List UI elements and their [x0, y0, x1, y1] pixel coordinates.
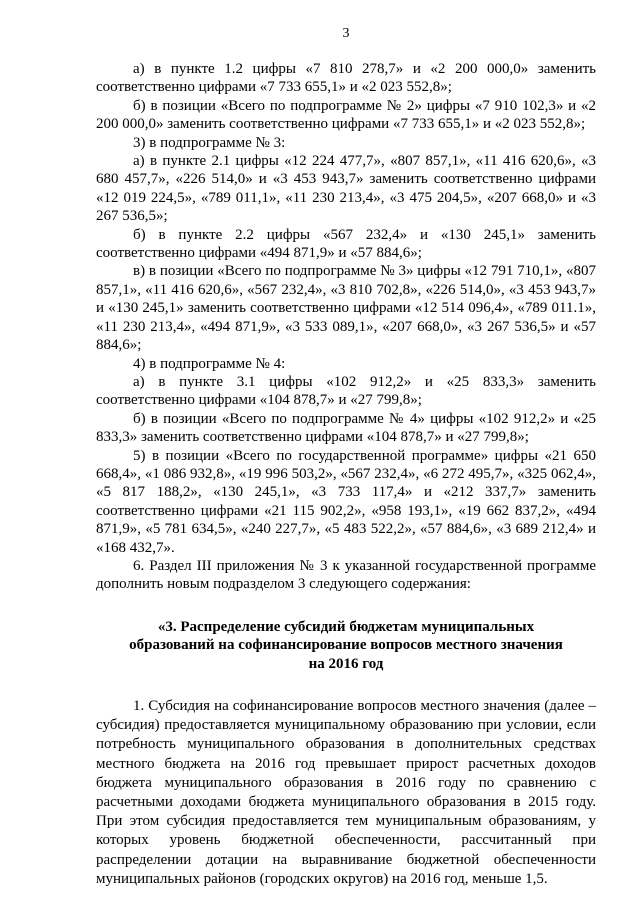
section-title-line-1: «3. Распределение субсидий бюджетам муниципальных: [157, 618, 535, 635]
paragraph-3: 3) в подпрограмме № 3:: [133, 134, 286, 151]
paragraph-3a: а) в пункте 2.1 цифры «12 224 477,7», «807 857,1», «11 416 620,6», «3 680 457,7», «226 514,0» и «3 453 943,7» заменить соответственно цифрами «12 019 224,5», «789 011,1», «11 230 213,4», «3 475 204,5», «207 668,0» и «3 267 536,5»;: [96, 153, 596, 225]
paragraph-5: 5) в позиции «Всего по государственной программе» цифры «21 650 668,4», «1 086 932,8», «19 996 503,2», «567 232,4», «6 272 495,7», «325 062,4», «5 817 188,2», «130 245,1», «3 733 117,4» и «212 337,7» заменить соответственно цифрами «21 115 902,2», «958 193,1», «19 662 837,2», «494 871,9», «5 781 634,5», «240 227,7», «5 483 522,2», «57 884,6», «3 689 212,4» и «168 432,7».: [96, 447, 596, 556]
paragraph-6: 6. Раздел III приложения № 3 к указанной государственной программе дополнить новым подразделом 3 следующего содержания:: [96, 557, 596, 593]
paragraph-2a: а) в пункте 1.2 цифры «7 810 278,7» и «2 200 000,0» заменить соответственно цифрами «7 733 655,1» и «2 023 552,8»;: [96, 61, 596, 96]
subsidy-paragraph-1: 1. Субсидия на софинансирование вопросов местного значения (далее – субсидия) предоставляется муниципальному образованию при условии, если потребность муниципального образования в дополнительных средствах местного бюджета на 2016 год превышает прирост расчетных доходов бюджета муниципального образования в 2016 году по сравнению с расчетными доходами бюджета муниципального образования в 2015 году. При этом субсидия предоставляется тем муниципальным образованиям, у которых уровень бюджетной обеспеченности, рассчитанный при распределении дотации на выравнивание бюджетной обеспеченности муниципальных районов (городских округов) на 2016 год, меньше 1,5.: [96, 698, 596, 887]
paragraph-4a: а) в пункте 3.1 цифры «102 912,2» и «25 833,3» заменить соответственно цифрами «104 878,7» и «27 799,8»;: [96, 373, 596, 409]
section-title-line-3: на 2016 год: [308, 655, 384, 672]
paragraph-2b: б) в позиции «Всего по подпрограмме № 2» цифры «7 910 102,3» и «2 200 000,0» заменить соответственно цифрами «7 733 655,1» и «2 023 552,8»;: [96, 97, 596, 133]
paragraph-3b: б) в пункте 2.2 цифры «567 232,4» и «130 245,1» заменить соответственно цифрами «494 871,9» и «57 884,6»;: [96, 226, 596, 262]
section-title-line-2: образований на софинансирование вопросов местного значения: [129, 637, 563, 654]
paragraph-4: 4) в подпрограмме № 4:: [133, 355, 286, 372]
section-title: [96, 618, 596, 673]
paragraph-3v: в) в позиции «Всего по подпрограмме № 3» цифры «12 791 710,1», «807 857,1», «11 416 620,6», «567 232,4», «3 810 702,8», «226 514,0», «3 453 943,7» и «130 245,1» заменить соответственно цифрами «12 514 096,4», «789 011.1», «11 230 213,4», «494 871,9», «3 533 089,1», «207 668,0», «3 267 536,5» и «57 884,6»;: [96, 263, 596, 354]
page-number: 3: [342, 26, 350, 41]
document-page: [96, 26, 596, 889]
paragraph-4b: б) в позиции «Всего по подпрограмме № 4» цифры «102 912,2» и «25 833,3» заменить соответственно цифрами «104 878,7» и «27 799,8»;: [96, 410, 596, 446]
